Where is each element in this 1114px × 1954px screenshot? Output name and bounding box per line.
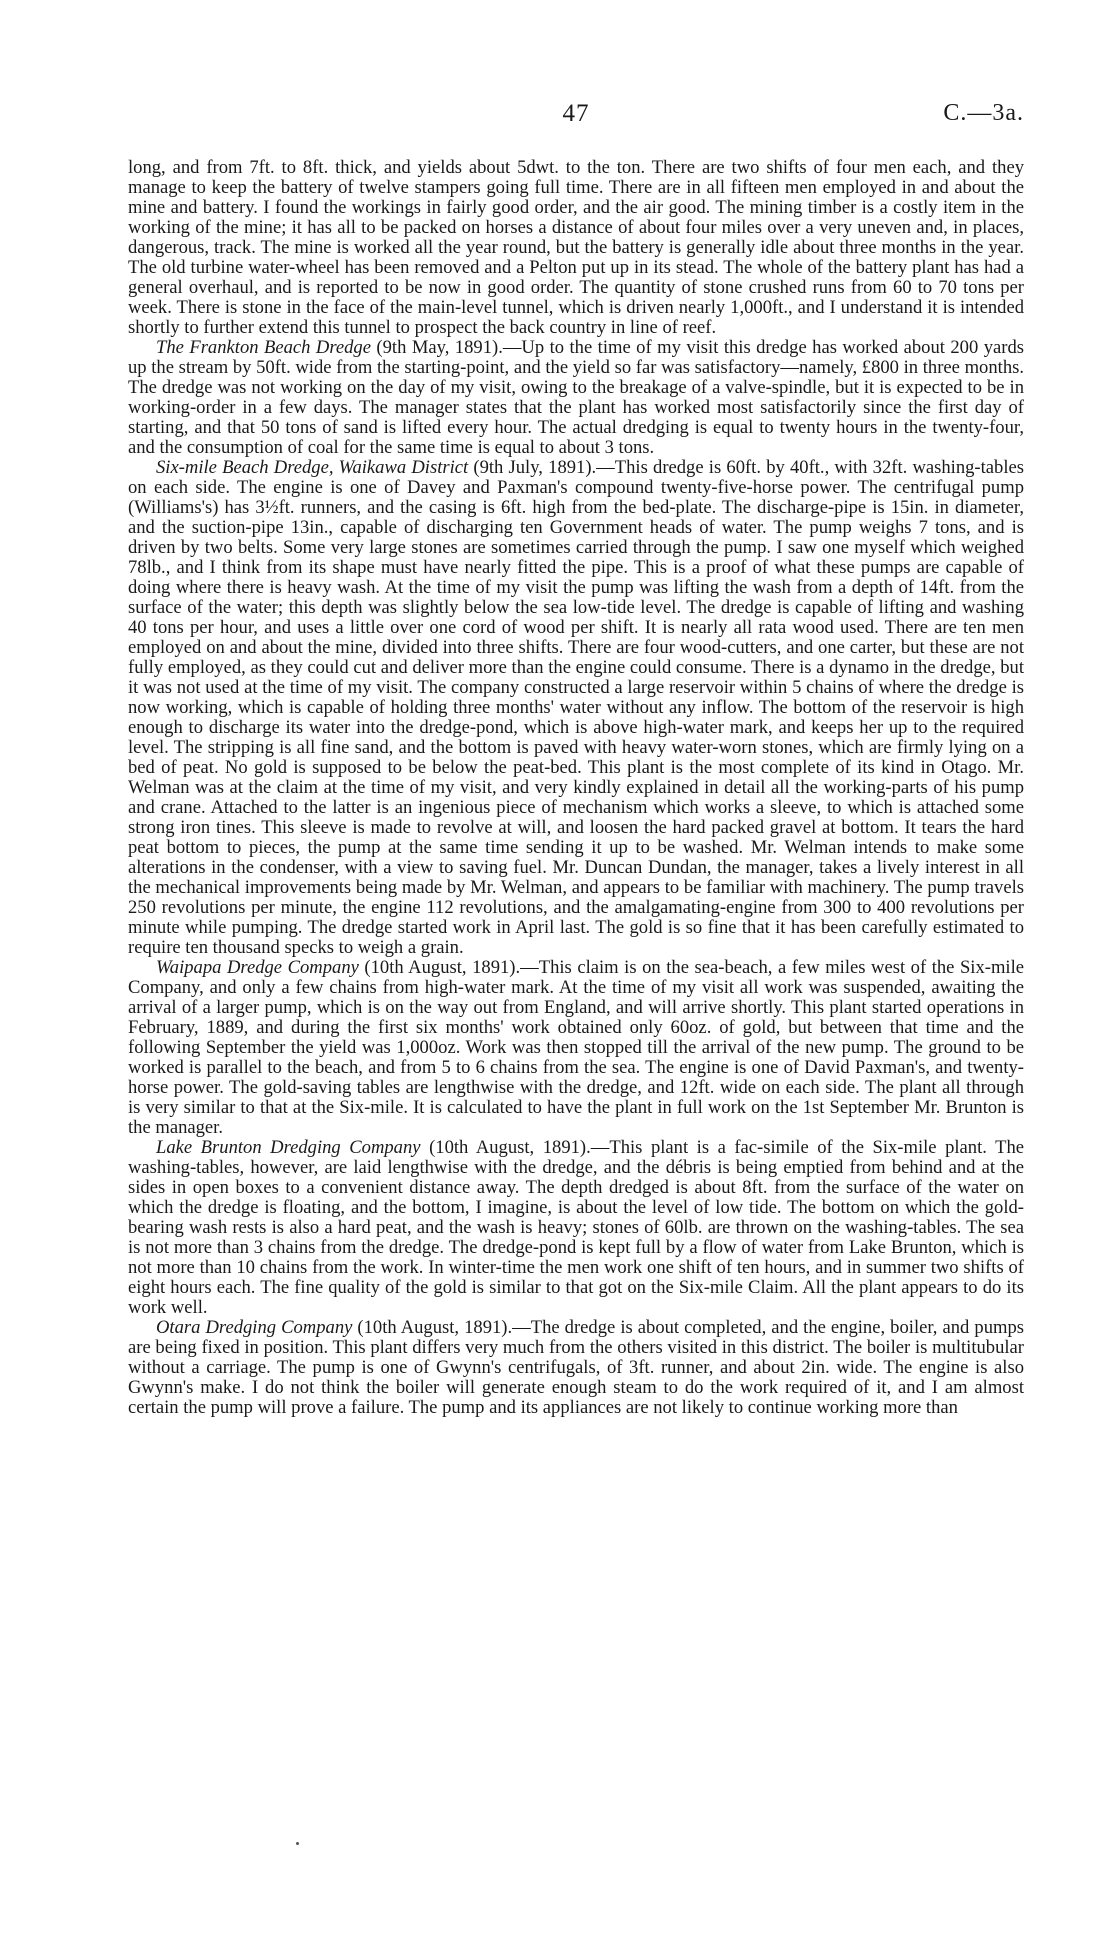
paragraph-text: (10th August, 1891).—This claim is on the sea-beach, a few miles west of the Six-mile Company, and only a few chains from high-water mark. At the time of my visit all work was suspended, awaiting the arrival of a larger pump, which is on the way out from England, and will arrive shortly. This plant started operations in February, 1889, and during the first six months' work obtained only 60oz. of gold, but between that time and the following September the yield was 1,000oz. Work was then stopped till the arrival of the new pump. The ground to be worked is parallel to the beach, and from 5 to 6 chains from the sea. The engine is one of David Paxman's, and twenty-horse power. The gold-saving tables are lengthwise with the dredge, and 12ft. wide on each side. The plant all through is very similar to that at the Six-mile. It is calculated to have the plant in full work on the 1st September Mr. Brunton is the manager. — [128, 957, 1024, 1138]
paragraph-waipapa-dredge-company — [128, 958, 1024, 1138]
paragraph-otara-dredging-company — [128, 1318, 1024, 1418]
paragraph-lake-brunton-dredging-company — [128, 1138, 1024, 1318]
ink-speck — [296, 1842, 299, 1845]
page-header — [128, 100, 1024, 134]
paragraph-continuation — [128, 158, 1024, 338]
document-reference: C.—3a. — [943, 100, 1024, 126]
paragraph-text: (9th May, 1891).—Up to the time of my visit this dredge has worked about 200 yards up the stream by 50ft. wide from the starting-point, and the yield so far was satisfactory—namely, £800 in three months. The dredge was not working on the day of my visit, owing to the breakage of a valve-spindle, but it is expected to be in working-order in a few days. The manager states that the plant has worked most satisfactorily since the first day of starting, and that 50 tons of sand is lifted every hour. The actual dredging is equal to twenty hours in the twenty-four, and the consumption of coal for the same time is equal to about 3 tons. — [128, 337, 1024, 458]
paragraph-text: (10th August, 1891).—This plant is a fac-simile of the Six-mile plant. The washing-tables, however, are laid lengthwise with the dredge, and the débris is being emptied from behind and at the sides in open boxes to a convenient distance away. The depth dredged is about 8ft. from the surface of the water on which the dredge is floating, and the bottom, I imagine, is about the level of low tide. The bottom on which the gold-bearing wash rests is also a hard peat, and the wash is heavy; stones of 60lb. are thrown on the washing-tables. The sea is not more than 3 chains from the dredge. The dredge-pond is kept full by a flow of water from Lake Brunton, which is not more than 10 chains from the work. In winter-time the men work one shift of ten hours, and in summer two shifts of eight hours each. The fine quality of the gold is similar to that got on the Six-mile Claim. All the plant appears to do its work well. — [128, 1137, 1025, 1318]
page-number: 47 — [562, 100, 590, 127]
section-title: Waipapa Dredge Company — [156, 957, 359, 978]
section-title: The Frankton Beach Dredge — [156, 337, 371, 358]
paragraph-text: long, and from 7ft. to 8ft. thick, and yields about 5dwt. to the ton. There are two shifts of four men each, and they manage to keep the battery of twelve stampers going full time. There are in all fifteen men employed in and about the mine and battery. I found the workings in fairly good order, and the air good. The mining timber is a costly item in the working of the mine; it has all to be packed on horses a distance of about four miles over a very uneven and, in places, dangerous, track. The mine is worked all the year round, but the battery is generally idle about three months in the year. The old turbine water-wheel has been removed and a Pelton put up in its stead. The whole of the battery plant has had a general overhaul, and is reported to be now in good order. The quantity of stone crushed runs from 60 to 70 tons per week. There is stone in the face of the main-level tunnel, which is driven nearly 1,000ft., and I understand it is intended shortly to further extend this tunnel to prospect the back country in line of reef. — [128, 157, 1024, 338]
section-title: Lake Brunton Dredging Company — [156, 1137, 421, 1158]
paragraph-frankton-beach-dredge — [128, 338, 1024, 458]
section-title: Otara Dredging Company — [156, 1317, 353, 1338]
paragraph-text: (9th July, 1891).—This dredge is 60ft. by 40ft., with 32ft. washing-tables on each side. The engine is one of Davey and Paxman's compound twenty-five-horse power. The centrifugal pump (Williams's) has 3½ft. runners, and the casing is 6ft. high from the bed-plate. The discharge-pipe is 15in. in diameter, and the suction-pipe 13in., capable of discharging ten Government heads of water. The pump weighs 7 tons, and is driven by two belts. Some very large stones are sometimes carried through the pump. I saw one myself which weighed 78lb., and I think from its shape must have nearly fitted the pipe. This is a proof of what these pumps are capable of doing where there is heavy wash. At the time of my visit the pump was lifting the wash from a depth of 14ft. from the surface of the water; this depth was slightly below the sea low-tide level. The dredge is capable of lifting and washing 40 tons per hour, and uses a little over one cord of wood per shift. It is nearly all rata wood used. There are ten men employed on and about the mine, divided into three shifts. There are four wood-cutters, and one carter, but these are not fully employed, as they could cut and deliver more than the engine could consume. There is a dynamo in the dredge, but it was not used at the time of my visit. The company constructed a large reservoir within 5 chains of where the dredge is now working, which is capable of holding three months' water without any inflow. The bottom of the reservoir is high enough to discharge its water into the dredge-pond, which is above high-water mark, and keeps her up to the required level. The stripping is all fine sand, and the bottom is paved with heavy water-worn stones, which are firmly lying on a bed of peat. No gold is supposed to be below the peat-bed. This plant is the most complete of its kind in Otago. Mr. Welman was at the claim at the time of my visit, and very kindly explained in detail all the working-parts of his pump and crane. Attached to the latter is an ingenious piece of mechanism which works a sleeve, to which is attached some strong iron tines. This sleeve is made to revolve at will, and loosen the hard packed gravel at bottom. It tears the hard peat bottom to pieces, the pump at the same time sending it up to be washed. Mr. Welman intends to make some alterations in the condenser, with a view to saving fuel. Mr. Duncan Dundan, the manager, takes a lively interest in all the mechanical improvements being made by Mr. Welman, and appears to be familiar with machinery. The pump travels 250 revolutions per minute, the engine 112 revolutions, and the amalgamating-engine from 300 to 400 revolutions per minute while pumping. The dredge started work in April last. The gold is so fine that it has been carefully estimated to require ten thousand specks to weigh a grain. — [128, 457, 1024, 958]
paragraph-text: (10th August, 1891).—The dredge is about completed, and the engine, boiler, and pumps are being fixed in position. This plant differs very much from the others visited in this district. The boiler is multitubular without a carriage. The pump is one of Gwynn's centrifugals, of 3ft. runner, and about 2in. wide. The engine is also Gwynn's make. I do not think the boiler will generate enough steam to do the work required of it, and I am almost certain the pump will prove a failure. The pump and its appliances are not likely to continue working more than — [128, 1317, 1024, 1418]
paragraph-six-mile-beach-dredge — [128, 458, 1024, 958]
section-title: Six-mile Beach Dredge, Waikawa District — [156, 457, 469, 478]
body-text — [128, 158, 1024, 1418]
